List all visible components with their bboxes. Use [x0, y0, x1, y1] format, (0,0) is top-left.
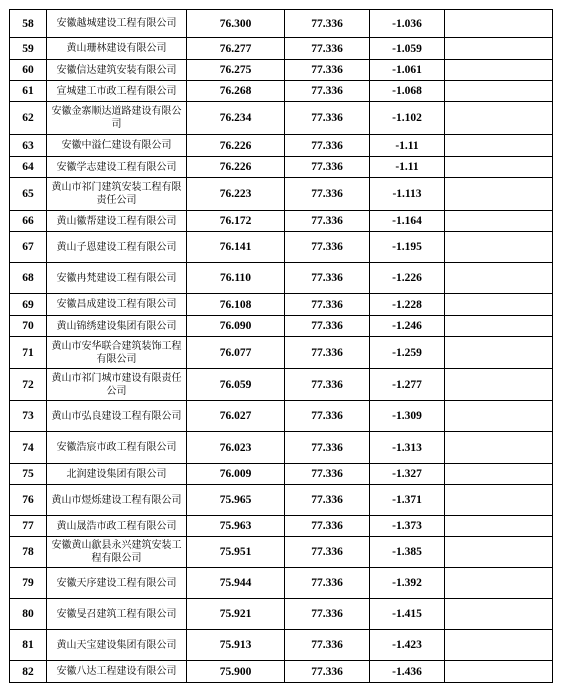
table-row [10, 630, 553, 661]
row-number: 70 [10, 316, 47, 337]
difference-value: -1.373 [370, 516, 445, 537]
table-row [10, 537, 553, 568]
average-value: 77.336 [285, 102, 370, 135]
company-name: 安徽天序建设工程有限公司 [47, 568, 187, 599]
table-row [10, 337, 553, 369]
row-number: 58 [10, 10, 47, 38]
table-row [10, 178, 553, 211]
table-row [10, 10, 553, 38]
row-number: 72 [10, 369, 47, 401]
difference-value: -1.11 [370, 157, 445, 178]
company-name: 安徽黄山歙县永兴建筑安装工程有限公司 [47, 537, 187, 568]
score-value: 75.900 [187, 661, 285, 683]
score-value: 76.226 [187, 135, 285, 157]
average-value: 77.336 [285, 178, 370, 211]
company-name: 安徽昌成建设工程有限公司 [47, 294, 187, 316]
company-name: 安徽信达建筑安装有限公司 [47, 60, 187, 81]
row-number: 79 [10, 568, 47, 599]
average-value: 77.336 [285, 537, 370, 568]
average-value: 77.336 [285, 263, 370, 294]
average-value: 77.336 [285, 568, 370, 599]
row-number: 71 [10, 337, 47, 369]
score-value: 76.009 [187, 464, 285, 485]
average-value: 77.336 [285, 432, 370, 464]
row-number: 65 [10, 178, 47, 211]
row-number: 82 [10, 661, 47, 683]
company-name: 黄山珊林建设有限公司 [47, 38, 187, 60]
empty-cell [445, 337, 553, 369]
score-value: 76.141 [187, 232, 285, 263]
empty-cell [445, 211, 553, 232]
difference-value: -1.436 [370, 661, 445, 683]
empty-cell [445, 401, 553, 432]
company-name: 黄山市祁门城市建设有限责任公司 [47, 369, 187, 401]
table-row [10, 38, 553, 60]
empty-cell [445, 485, 553, 516]
empty-cell [445, 178, 553, 211]
company-name: 黄山市祁门建筑安装工程有限责任公司 [47, 178, 187, 211]
table-row [10, 135, 553, 157]
empty-cell [445, 537, 553, 568]
row-number: 61 [10, 81, 47, 102]
company-name: 安徽冉梵建设工程有限公司 [47, 263, 187, 294]
row-number: 64 [10, 157, 47, 178]
table-row [10, 294, 553, 316]
score-value: 76.275 [187, 60, 285, 81]
empty-cell [445, 10, 553, 38]
difference-value: -1.195 [370, 232, 445, 263]
empty-cell [445, 60, 553, 81]
row-number: 69 [10, 294, 47, 316]
row-number: 59 [10, 38, 47, 60]
average-value: 77.336 [285, 211, 370, 232]
row-number: 75 [10, 464, 47, 485]
table-row [10, 316, 553, 337]
difference-value: -1.392 [370, 568, 445, 599]
company-name: 北润建设集团有限公司 [47, 464, 187, 485]
table-row [10, 263, 553, 294]
empty-cell [445, 157, 553, 178]
table-row [10, 369, 553, 401]
difference-value: -1.415 [370, 599, 445, 630]
row-number: 68 [10, 263, 47, 294]
row-number: 77 [10, 516, 47, 537]
difference-value: -1.246 [370, 316, 445, 337]
table-row [10, 464, 553, 485]
difference-value: -1.061 [370, 60, 445, 81]
table-row [10, 157, 553, 178]
score-value: 76.172 [187, 211, 285, 232]
empty-cell [445, 135, 553, 157]
score-value: 76.023 [187, 432, 285, 464]
score-value: 76.223 [187, 178, 285, 211]
company-name: 安徽金寨顺达道路建设有限公司 [47, 102, 187, 135]
average-value: 77.336 [285, 599, 370, 630]
average-value: 77.336 [285, 135, 370, 157]
score-value: 75.921 [187, 599, 285, 630]
average-value: 77.336 [285, 294, 370, 316]
row-number: 80 [10, 599, 47, 630]
empty-cell [445, 464, 553, 485]
score-value: 76.077 [187, 337, 285, 369]
average-value: 77.336 [285, 464, 370, 485]
row-number: 66 [10, 211, 47, 232]
table-row [10, 211, 553, 232]
score-value: 76.059 [187, 369, 285, 401]
difference-value: -1.068 [370, 81, 445, 102]
row-number: 76 [10, 485, 47, 516]
average-value: 77.336 [285, 337, 370, 369]
difference-value: -1.164 [370, 211, 445, 232]
difference-value: -1.226 [370, 263, 445, 294]
company-name: 黄山徽帮建设工程有限公司 [47, 211, 187, 232]
difference-value: -1.11 [370, 135, 445, 157]
row-number: 73 [10, 401, 47, 432]
score-value: 76.300 [187, 10, 285, 38]
empty-cell [445, 516, 553, 537]
score-value: 76.277 [187, 38, 285, 60]
row-number: 60 [10, 60, 47, 81]
empty-cell [445, 38, 553, 60]
row-number: 81 [10, 630, 47, 661]
score-value: 75.944 [187, 568, 285, 599]
difference-value: -1.423 [370, 630, 445, 661]
ranking-table [9, 9, 553, 683]
empty-cell [445, 661, 553, 683]
empty-cell [445, 432, 553, 464]
score-value: 76.108 [187, 294, 285, 316]
empty-cell [445, 232, 553, 263]
table-row [10, 661, 553, 683]
empty-cell [445, 599, 553, 630]
score-value: 76.268 [187, 81, 285, 102]
difference-value: -1.228 [370, 294, 445, 316]
table-row [10, 599, 553, 630]
table-row [10, 102, 553, 135]
table-row [10, 60, 553, 81]
average-value: 77.336 [285, 369, 370, 401]
average-value: 77.336 [285, 10, 370, 38]
score-value: 75.951 [187, 537, 285, 568]
average-value: 77.336 [285, 630, 370, 661]
difference-value: -1.113 [370, 178, 445, 211]
empty-cell [445, 630, 553, 661]
score-value: 76.226 [187, 157, 285, 178]
company-name: 安徽学志建设工程有限公司 [47, 157, 187, 178]
average-value: 77.336 [285, 401, 370, 432]
company-name: 安徽八达工程建设有限公司 [47, 661, 187, 683]
difference-value: -1.371 [370, 485, 445, 516]
difference-value: -1.327 [370, 464, 445, 485]
table-row [10, 401, 553, 432]
empty-cell [445, 263, 553, 294]
average-value: 77.336 [285, 516, 370, 537]
company-name: 安徽旻召建筑工程有限公司 [47, 599, 187, 630]
difference-value: -1.385 [370, 537, 445, 568]
difference-value: -1.036 [370, 10, 445, 38]
score-value: 76.090 [187, 316, 285, 337]
score-value: 75.913 [187, 630, 285, 661]
company-name: 黄山市煜烁建设工程有限公司 [47, 485, 187, 516]
difference-value: -1.059 [370, 38, 445, 60]
company-name: 黄山子恩建设工程有限公司 [47, 232, 187, 263]
table-row [10, 232, 553, 263]
difference-value: -1.102 [370, 102, 445, 135]
average-value: 77.336 [285, 60, 370, 81]
difference-value: -1.309 [370, 401, 445, 432]
empty-cell [445, 81, 553, 102]
row-number: 74 [10, 432, 47, 464]
average-value: 77.336 [285, 661, 370, 683]
company-name: 黄山市安华联合建筑装饰工程有限公司 [47, 337, 187, 369]
table-row [10, 81, 553, 102]
empty-cell [445, 568, 553, 599]
table-row [10, 516, 553, 537]
average-value: 77.336 [285, 81, 370, 102]
company-name: 黄山天宝建设集团有限公司 [47, 630, 187, 661]
score-value: 75.963 [187, 516, 285, 537]
empty-cell [445, 316, 553, 337]
company-name: 安徽浩宸市政工程有限公司 [47, 432, 187, 464]
score-value: 75.965 [187, 485, 285, 516]
average-value: 77.336 [285, 157, 370, 178]
empty-cell [445, 294, 553, 316]
score-value: 76.234 [187, 102, 285, 135]
company-name: 黄山市弘良建设工程有限公司 [47, 401, 187, 432]
row-number: 67 [10, 232, 47, 263]
average-value: 77.336 [285, 38, 370, 60]
row-number: 78 [10, 537, 47, 568]
row-number: 62 [10, 102, 47, 135]
score-value: 76.110 [187, 263, 285, 294]
average-value: 77.336 [285, 232, 370, 263]
table-row [10, 432, 553, 464]
empty-cell [445, 369, 553, 401]
company-name: 黄山晟浩市政工程有限公司 [47, 516, 187, 537]
difference-value: -1.313 [370, 432, 445, 464]
average-value: 77.336 [285, 485, 370, 516]
company-name: 安徽中溢仁建设有限公司 [47, 135, 187, 157]
average-value: 77.336 [285, 316, 370, 337]
difference-value: -1.277 [370, 369, 445, 401]
empty-cell [445, 102, 553, 135]
company-name: 安徽越城建设工程有限公司 [47, 10, 187, 38]
company-name: 黄山锦绣建设集团有限公司 [47, 316, 187, 337]
score-value: 76.027 [187, 401, 285, 432]
difference-value: -1.259 [370, 337, 445, 369]
table-row [10, 485, 553, 516]
row-number: 63 [10, 135, 47, 157]
table-body [10, 10, 553, 683]
table-row [10, 568, 553, 599]
company-name: 宣城建工市政工程有限公司 [47, 81, 187, 102]
